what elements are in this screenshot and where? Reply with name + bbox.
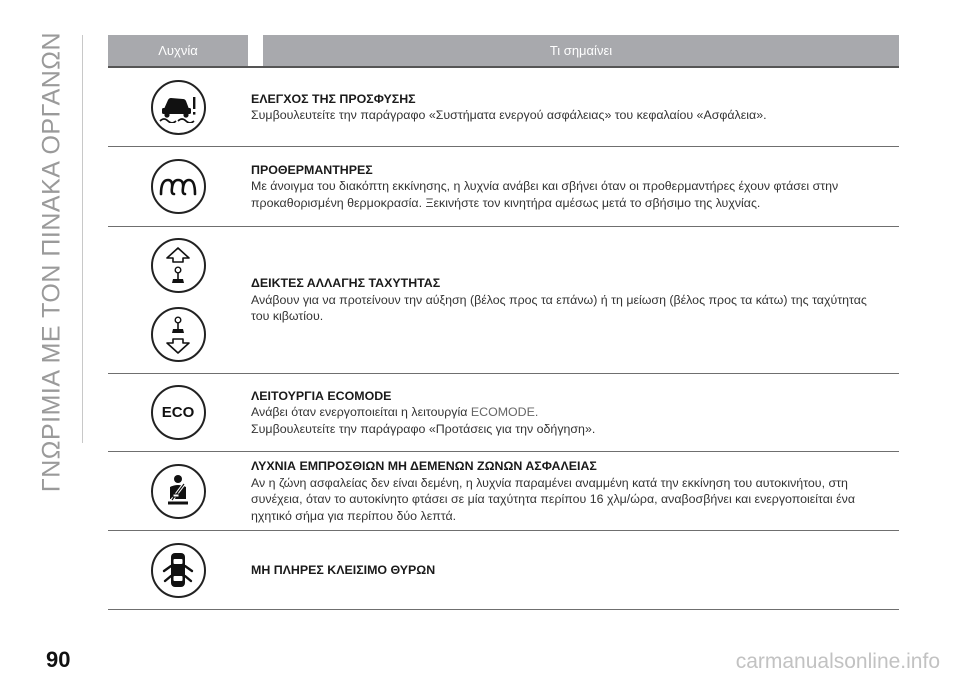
watermark: carmanualsonline.info xyxy=(735,650,940,673)
row-title: ΕΛΕΓΧΟΣ ΤΗΣ ΠΡΟΣΦΥΣΗΣ xyxy=(251,91,416,106)
eco-icon: ECO xyxy=(151,385,206,440)
row-description: ηχητικό σήμα για περίπου δύο λεπτά. xyxy=(251,508,457,523)
side-divider xyxy=(82,35,83,443)
page-number: 90 xyxy=(46,647,71,672)
row-description: Αν η ζώνη ασφαλείας δεν είναι δεμένη, η λυχνία παραμένει αναμμένη κατά την εκκίνηση του αυτοκινήτου, στη xyxy=(251,475,848,490)
row-description: Συμβουλευτείτε την παράγραφο «Προτάσεις για την οδήγηση». xyxy=(251,421,596,436)
door-open-icon xyxy=(151,543,206,598)
row-description: προκαθορισμένη θερμοκρασία. Ξεκινήστε τον κινητήρα αμέσως μετά το σβήσιμο της λυχνίας. xyxy=(251,195,761,210)
header-col-icon: Λυχνία xyxy=(108,35,248,66)
gear-shift-down-icon xyxy=(151,307,206,362)
row-title: ΛΕΙΤΟΥΡΓΙΑ ECOMODE xyxy=(251,388,392,403)
row-title: ΜΗ ΠΛΗΡΕΣ ΚΛΕΙΣΙΜΟ ΘΥΡΩΝ xyxy=(251,562,436,577)
row-description: Συμβουλευτείτε την παράγραφο «Συστήματα ενεργού ασφάλειας» του κεφαλαίου «Ασφάλεια». xyxy=(251,108,767,122)
seatbelt-icon xyxy=(151,464,206,519)
table-row-seatbelt xyxy=(108,452,899,531)
table-row-doors-open xyxy=(108,531,899,610)
row-description: Ανάβει όταν ενεργοποιείται η λειτουργία ECOMODE. xyxy=(251,405,539,420)
row-description: Με άνοιγμα του διακόπτη εκκίνησης, η λυχνία ανάβει και σβήνει όταν οι προθερμαντήρες έχουν φτάσει στην xyxy=(251,179,839,194)
glow-plug-icon xyxy=(151,159,206,214)
header-col-meaning: Τι σημαίνει xyxy=(263,35,899,66)
row-description: του κιβωτίου. xyxy=(251,309,324,324)
gear-shift-up-icon xyxy=(151,238,206,293)
table-row-glow-plugs xyxy=(108,147,899,227)
row-title: ΠΡΟΘΕΡΜΑΝΤΗΡΕΣ xyxy=(251,162,373,177)
table-row-gear-shift-indicators xyxy=(108,227,899,374)
row-description: συνέχεια, όταν το αυτοκίνητο φτάσει σε μία ταχύτητα περίπου 16 χλμ/ώρα, αναβοσβήνει και ενεργοποιείται ένα xyxy=(251,492,855,506)
row-title: ΔΕΙΚΤΕΣ ΑΛΛΑΓΗΣ ΤΑΧΥΤΗΤΑΣ xyxy=(251,276,441,291)
table-row-ecomode xyxy=(108,374,899,452)
row-description: Ανάβουν για να προτείνουν την αύξηση (βέλος προς τα επάνω) ή τη μείωση (βέλος προς τα κάτω) της ταχύτητας xyxy=(251,292,867,307)
row-title: ΛΥΧΝΙΑ ΕΜΠΡΟΣΘΙΩΝ ΜΗ ΔΕΜΕΝΩΝ ΖΩΝΩΝ ΑΣΦΑΛΕΙΑΣ xyxy=(251,459,597,473)
car-skid-warning-icon xyxy=(151,80,206,135)
table-row-traction-control xyxy=(108,68,899,147)
